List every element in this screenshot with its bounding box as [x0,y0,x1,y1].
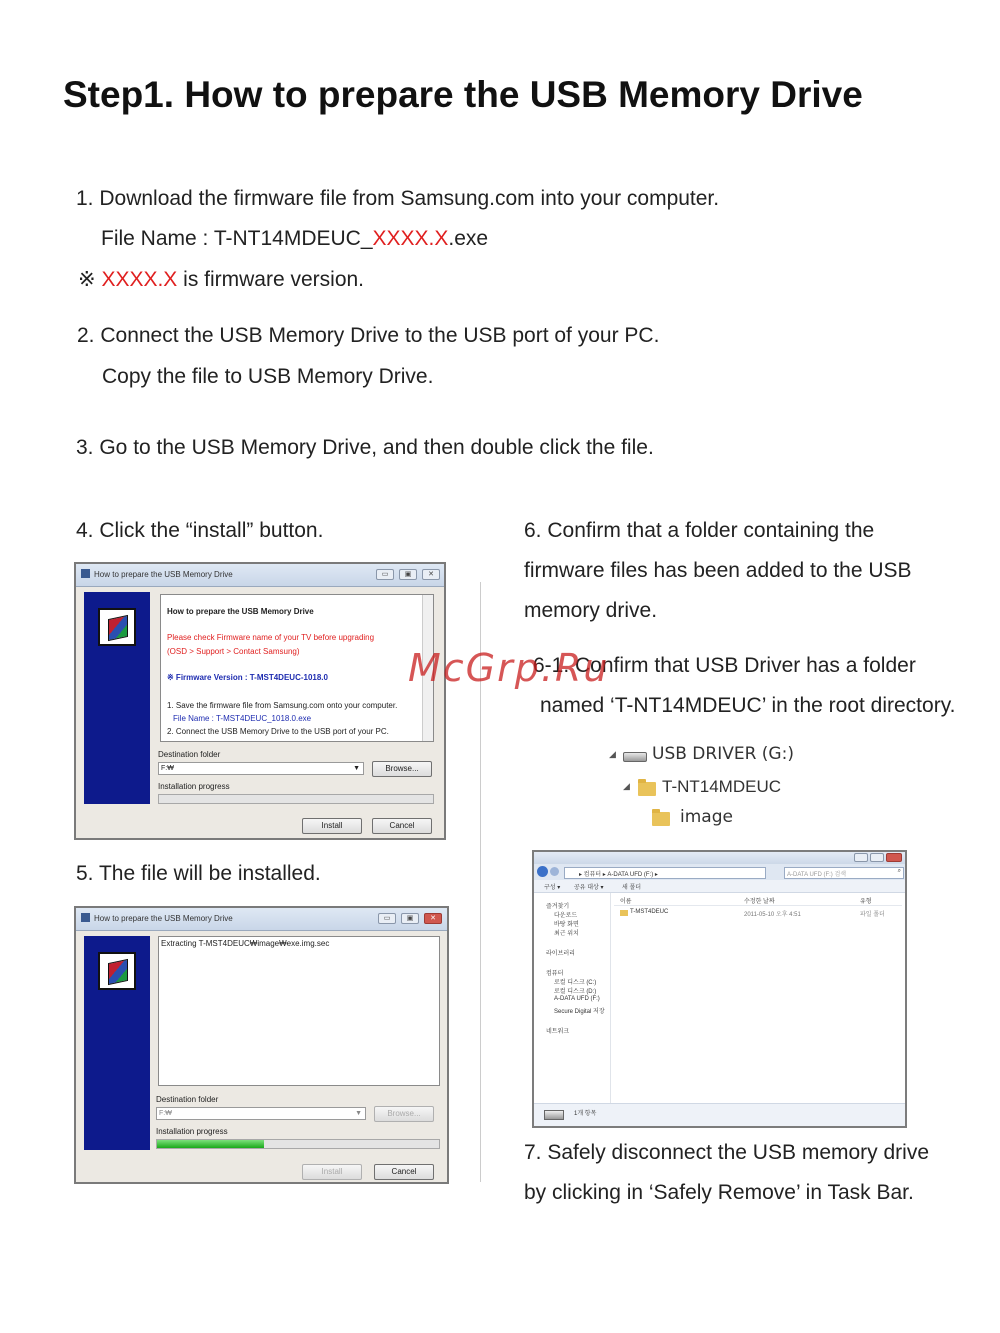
side-banner [84,592,150,804]
step2-line1: 2. Connect the USB Memory Drive to the USB port of your PC. [77,324,660,347]
extract-log [158,936,440,1086]
nav-network[interactable]: 네트워크 [546,1029,570,1035]
nav-sd-card[interactable]: Secure Digital 저장 [554,1009,605,1015]
step2-line2: Copy the file to USB Memory Drive. [102,365,434,388]
organize-menu[interactable]: 구성 ▾ [544,885,561,891]
dialog-title: How to prepare the USB Memory Drive [94,570,233,579]
minimize-button[interactable]: ▭ [378,913,396,924]
column-date[interactable]: 수정한 날짜 [744,899,775,905]
install-button[interactable]: Install [302,818,362,834]
nav-favorites[interactable]: 즐겨찾기 [546,904,570,910]
back-button[interactable] [537,866,548,877]
install-button[interactable]: Install [302,1164,362,1180]
tree-folder-label[interactable]: T-NT14MDEUC [662,777,782,796]
step1-file-name [101,227,488,251]
address-bar[interactable] [564,867,766,879]
file-date: 2011-05-10 오후 4:51 [744,912,801,918]
column-headers [614,895,902,906]
tree-drive-label[interactable]: USB DRIVER (G:) [652,744,794,764]
note-text: is firmware version. [177,268,365,291]
app-icon [81,569,90,578]
destination-value: F:₩ [161,765,174,772]
maximize-button[interactable] [870,853,884,862]
destination-value: F:₩ [159,1110,172,1117]
nav-computer[interactable]: 컴퓨터 [546,971,564,977]
cancel-button[interactable]: Cancel [374,1164,434,1180]
step4: 4. Click the “install” button. [76,519,324,542]
app-icon [81,913,90,922]
browse-button[interactable]: Browse... [372,761,432,777]
usb-drive-icon [544,1110,564,1120]
file-name-prefix: File Name : T-NT14MDEUC_ [101,227,373,250]
explorer-titlebar [534,852,905,864]
folder-icon [652,812,670,826]
folder-icon [638,782,656,796]
side-banner [84,936,150,1150]
expand-triangle-icon[interactable]: ◢ [623,781,630,791]
column-name[interactable]: 이름 [620,899,632,905]
step1-note [78,267,364,292]
maximize-button[interactable]: ▣ [401,913,419,924]
step7-line1: 7. Safely disconnect the USB memory drive [524,1141,930,1164]
install-dialog [74,562,446,840]
info-instruction-2: File Name : T-MST4DEUC_1018.0.exe [173,714,312,723]
tree-subfolder-label[interactable]: image [680,807,733,827]
nav-local-disk-d[interactable]: 로컬 디스크 (D:) [554,989,597,995]
new-folder-button[interactable]: 새 폴더 [622,885,642,891]
maximize-button[interactable]: ▣ [399,569,417,580]
info-instruction-1: 1. Save the firmware file from Samsung.com onto your computer. [167,701,398,710]
close-button[interactable]: ✕ [424,913,442,924]
destination-combo[interactable] [156,1107,366,1120]
destination-label: Destination folder [156,1095,219,1104]
folder-icon [620,910,628,916]
info-heading: How to prepare the USB Memory Drive [167,607,314,616]
dialog-titlebar [76,564,444,587]
item-count: 1개 항목 [574,1111,597,1117]
nav-local-disk-c[interactable]: 로컬 디스크 (C:) [554,980,597,986]
extract-log-line: Extracting T-MST4DEUC₩image₩exe.img.sec [161,939,330,948]
forward-button[interactable] [550,867,559,876]
navigation-pane [534,893,611,1107]
step1-line1: 1. Download the firmware file from Samsung.com into your computer. [76,187,720,210]
installer-logo-icon [98,952,136,990]
info-warning-1: Please check Firmware name of your TV before upgrading [167,633,375,642]
file-name-suffix: .exe [448,227,489,250]
note-version: XXXX.X [101,268,178,291]
destination-label: Destination folder [158,750,221,759]
chevron-down-icon: ▼ [353,765,360,772]
note-mark: ※ [78,268,102,291]
info-warning-2: (OSD > Support > Contact Samsung) [167,647,300,656]
installer-logo-icon [98,608,136,646]
info-instruction-3: 2. Connect the USB Memory Drive to the USB port of your PC. [167,727,389,736]
search-placeholder: A-DATA UFD (F:) 검색 [787,872,847,878]
nav-recent[interactable]: 최근 위치 [554,931,579,937]
progress-label: Installation progress [156,1127,228,1136]
nav-libraries[interactable]: 라이브러리 [546,951,575,957]
step5: 5. The file will be installed. [76,862,321,885]
step6-line2: firmware files has been added to the USB [524,559,912,582]
nav-desktop[interactable]: 바탕 화면 [554,922,579,928]
file-name: T-MST4DEUC [630,909,669,915]
expand-triangle-icon[interactable]: ◢ [609,749,616,759]
file-row[interactable] [614,908,902,918]
column-type[interactable]: 유형 [860,899,872,905]
step7-line2: by clicking in ‘Safely Remove’ in Task Bar. [524,1181,914,1204]
progress-label: Installation progress [158,782,230,791]
step6-1-line1: 6-1. Confirm that USB Driver has a folder [533,654,916,677]
nav-usb-drive[interactable]: A-DATA UFD (F:) [554,996,600,1002]
status-bar [534,1103,905,1126]
watermark: McGrp.Ru [408,646,610,690]
install-progress-bar [156,1139,440,1149]
destination-combo[interactable] [158,762,364,775]
progress-fill [157,1140,264,1148]
step3: 3. Go to the USB Memory Drive, and then double click the file. [76,436,654,459]
dialog-titlebar [76,908,447,931]
close-button[interactable]: ✕ [422,569,440,580]
chevron-down-icon: ▼ [355,1110,362,1117]
info-version: ※ Firmware Version : T-MST4DEUC-1018.0 [167,673,328,682]
minimize-button[interactable] [854,853,868,862]
search-box[interactable] [784,867,904,879]
page-title: Step1. How to prepare the USB Memory Drive [63,74,863,115]
step6-line3: memory drive. [524,599,658,622]
step6-1-line2: named ‘T-NT14MDEUC’ in the root directory. [540,694,956,717]
browse-button[interactable]: Browse... [374,1106,434,1122]
dialog-title: How to prepare the USB Memory Drive [94,914,233,923]
close-button[interactable] [886,853,902,862]
file-name-version: XXXX.X [372,227,449,250]
step6-line1: 6. Confirm that a folder containing the [524,519,875,542]
minimize-button[interactable]: ▭ [376,569,394,580]
search-icon: ⌕ [897,868,901,874]
folder-tree [600,740,800,835]
cancel-button[interactable]: Cancel [372,818,432,834]
nav-downloads[interactable]: 다운로드 [554,913,578,919]
address-path: ▸ 컴퓨터 ▸ A-DATA UFD (F:) ▸ [579,872,658,878]
explorer-window [532,850,907,1128]
address-bar-row [534,864,905,880]
file-type: 파일 폴더 [860,912,885,918]
extract-dialog [74,906,449,1184]
info-panel [160,594,434,742]
usb-drive-icon [623,752,647,762]
share-menu[interactable]: 공유 대상 ▾ [574,885,604,891]
command-bar [534,880,905,893]
install-progress-bar [158,794,434,804]
